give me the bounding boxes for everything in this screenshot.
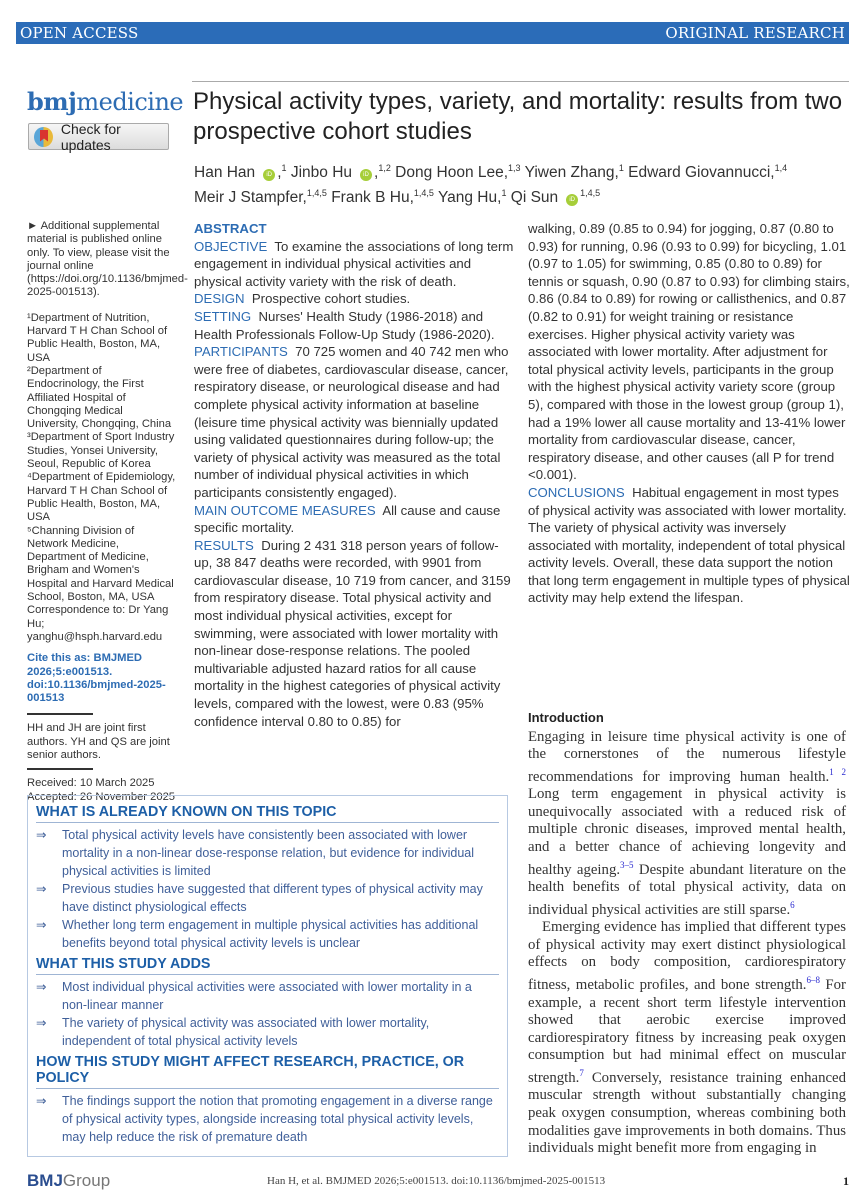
author[interactable]: Meir J Stampfer,	[194, 189, 307, 207]
orcid-icon[interactable]: iD	[263, 169, 275, 181]
objective-text: To examine the associations of long term engagement in individual physical activities and physical activity variety with the risk of death.	[194, 238, 514, 289]
affiliation: ¹Department of Nutrition, Harvard T H Chan School of Public Health, Boston, MA, USA	[27, 311, 168, 364]
box-item: ⇒ The variety of physical activity was associated with lower mortality, independent of total physical activity levels	[36, 1016, 430, 1048]
footer-citation: Han H, et al. BMJMED 2026;5:e001513. doi:10.1136/bmjmed-2025-001513	[267, 1175, 606, 1187]
orcid-icon[interactable]: iD	[566, 194, 578, 206]
box-item: ⇒ The findings support the notion that promoting engagement in a diverse range of physical activity types, alongside increasing total physical activity levels, may help reduce the risk of premature death	[36, 1094, 493, 1144]
arrow-icon: ⇒	[36, 828, 47, 842]
reference-link[interactable]: 1 2	[829, 766, 846, 777]
reference-link[interactable]: 6–8	[806, 975, 820, 986]
affiliation: ³Department of Sport Industry Studies, Yonsei University, Seoul, Republic of Korea	[27, 431, 175, 471]
page-footer	[27, 1170, 849, 1192]
header-bar	[16, 22, 849, 44]
article-title: Physical activity types, variety, and mortality: results from two prospective cohort studies	[193, 88, 843, 145]
open-access-label: OPEN ACCESS	[20, 24, 139, 42]
participants-text: 70 725 women and 40 742 men who were free of diabetes, cardiovascular disease, cancer, respiratory disease, or neurological disease and had complete physical activity information at baseline (leisure time physical activity was biennially updated using validated questionnaires during follow-up; the variety of physical activity was measured as the total number of individual physical activities in which participants consistently engaged).	[194, 344, 509, 500]
setting-label: SETTING	[194, 308, 252, 324]
author[interactable]: Jinbo Hu	[290, 164, 353, 182]
participants-label: PARTICIPANTS	[194, 344, 288, 360]
arrow-icon: ⇒	[36, 882, 47, 896]
box-item: ⇒ Previous studies have suggested that different types of physical activity may have distinct physiological effects	[36, 882, 483, 914]
arrow-icon: ⇒	[36, 918, 47, 932]
outcome-text: All cause and cause specific mortality.	[194, 502, 501, 536]
objective-label: OBJECTIVE	[194, 238, 268, 254]
design-text: Prospective cohort studies.	[251, 291, 411, 307]
box-heading: WHAT THIS STUDY ADDS	[36, 956, 499, 975]
arrow-icon: ⇒	[36, 980, 47, 994]
supplement-note[interactable]: ► Additional supplemental material is published online only. To view, please visit the journal online (https://doi.org/10.1136/bmjmed-2025-001513).	[27, 220, 188, 299]
arrow-icon: ⇒	[36, 1016, 47, 1030]
introduction-section: Introduction Engaging in leisure time physical activity is one of the cornerstones of the numerous lifestyle recommendations for improving human health.$^{1 2}$ Long term engagement in physical activity is unequivocally associated with a reduced risk of multiple chronic diseases, improved mental health, and a better chance of achieving longevity and healthy ageing.$^{3-5}$ Despite abundant literature on the health benefits of total physical activity, data on individual physical activities are still sparse.$^6$ Emerging evidence has implied that different types of physical activity may exert distinct physiological effects on body composition, cardiorespiratory fitness, metabolic profiles, and bone strength.$^{6-8}$ For example, a recent short term lifestyle intervention showed that aerobic exercise improved cardiorespiratory fitness by increasing peak oxygen consumption but had minimal effect on muscular strength.$^7$ Conversely, resistance training enhanced muscular strength without substantially changing peak oxygen consumption, whereas combining both modalities gave improvements in both domains. Thus individuals might benefit more from engaging in	[528, 710, 846, 1157]
results-text: During 2 431 318 person years of follow-up, 38 847 deaths were recorded, with 9901 from cardiovascular disease, 10 719 from cancer, and 3159 from respiratory disease. Total physical activity and most individual physical activities, except for swimming, were associated with lower mortality with non-linear dose-response relations. The pooled multivariable adjusted hazard ratios for all cause mortality in the highest categories of physical activity levels, compared with the lowest, were 0.83 (95% confidence interval 0.80 to 0.85) for	[194, 537, 511, 729]
results-text-continued: walking, 0.89 (0.85 to 0.94) for jogging, 0.87 (0.80 to 0.93) for running, 0.96 (0.93 to 0.99) for bicycling, 1.01 (0.97 to 1.05) for swimming, 0.85 (0.80 to 0.89) for tennis or squash, 0.90 (0.87 to 0.93) for climbing stairs, 0.86 (0.84 to 0.89) for rowing or callisthenics, and 0.87 (0.82 to 0.91) for weight training or resistance exercises. Higher physical activity variety was associated with lower mortality. After adjustment for total physical activity levels, participants in the group with the highest physical activity variety score (group 5), compared with those in the lowest group (group 1), had a 19% lower all cause mortality and 13-41% lower mortality from cardiovascular disease, cancer, respiratory disease, and other causes (all P for trend <0.001).	[528, 221, 850, 483]
section-heading: Introduction	[528, 710, 604, 725]
reference-link[interactable]: 6	[790, 899, 795, 910]
title-divider	[192, 81, 849, 82]
author[interactable]: Yang Hu,	[437, 189, 502, 207]
reference-link[interactable]: 3–5	[620, 859, 634, 870]
box-heading: WHAT IS ALREADY KNOWN ON THIS TOPIC	[36, 804, 499, 823]
box-item: ⇒ Most individual physical activities were associated with lower mortality in a non-linear manner	[36, 980, 472, 1012]
box-item: ⇒ Whether long term engagement in multiple physical activities has additional benefits beyond total physical activity levels is unclear	[36, 918, 479, 950]
author[interactable]: Qi Sun	[510, 189, 559, 207]
accepted-date: Accepted: 26 November 2025	[27, 790, 176, 803]
orcid-icon[interactable]: iD	[360, 169, 372, 181]
affiliation: ⁴Department of Epidemiology, Harvard T H Chan School of Public Health, Boston, MA, USA	[27, 471, 176, 524]
key-messages-box	[27, 795, 508, 1157]
abstract-column-2	[528, 220, 850, 607]
outcome-label: MAIN OUTCOME MEASURES	[194, 502, 376, 518]
received-date: Received: 10 March 2025	[27, 777, 155, 790]
author[interactable]: Dong Hoon Lee,	[395, 164, 509, 182]
design-label: DESIGN	[194, 291, 245, 307]
box-item: ⇒ Total physical activity levels have consistently been associated with lower mortality in a non-linear dose-response relation, but evidence for individual physical activities is limited	[36, 828, 475, 878]
sidebar-divider	[27, 768, 93, 770]
author[interactable]: Yiwen Zhang,	[524, 164, 619, 182]
arrow-icon: ⇒	[36, 1094, 47, 1108]
sidebar	[27, 220, 188, 804]
correspondence: Correspondence to: Dr Yang Hu; yanghu@hsph.harvard.edu	[27, 604, 169, 643]
journal-logo[interactable]: bmjmedicine	[27, 87, 184, 116]
abstract-heading: ABSTRACT	[194, 221, 267, 236]
conclusions-label: CONCLUSIONS	[528, 484, 625, 500]
author-list: Han Han iD ,$^1$ Jinbo Hu iD ,$^{1,2}$ Dong Hoon Lee,$^{1,3}$ Yiwen Zhang,$^1$ Edward Giovannucci,$^{1,4}$ Meir J Stampfer,$^{1,4,5}$ Frank B Hu,$^{1,4,5}$ Yang Hu,$^1$ Qi Sun iD$^{1,4,5}$	[194, 163, 788, 207]
affiliation: ⁵Channing Division of Network Medicine, Department of Medicine, Brigham and Women's Hospital and Harvard Medical School, Boston, MA, USA	[27, 524, 174, 604]
abstract-column-1	[194, 220, 514, 730]
author[interactable]: Edward Giovannucci,	[628, 164, 775, 182]
crossmark-icon	[34, 127, 53, 147]
setting-text: Nurses' Health Study (1986-2018) and Health Professionals Follow-Up Study (1986-2020).	[194, 308, 495, 342]
reference-link[interactable]: 7	[579, 1067, 584, 1078]
article-type-label: ORIGINAL RESEARCH	[665, 24, 845, 42]
author[interactable]: Han Han	[194, 164, 256, 182]
page-number: 1	[843, 1173, 849, 1188]
joint-authors-note: HH and JH are joint first authors. YH and QS are joint senior authors.	[27, 722, 170, 761]
cite-as[interactable]: Cite this as: BMJMED 2026;5:e001513. doi:10.1136/bmjmed-2025-001513	[27, 652, 166, 705]
author[interactable]: Frank B Hu,	[331, 189, 414, 207]
box-heading: HOW THIS STUDY MIGHT AFFECT RESEARCH, PRACTICE, OR POLICY	[36, 1054, 499, 1089]
check-for-updates-button[interactable]	[28, 120, 169, 153]
check-for-updates-label: Check for updates	[60, 120, 121, 153]
results-label: RESULTS	[194, 537, 254, 553]
bmj-group-logo: BMJGroup	[27, 1171, 111, 1190]
conclusions-text: Habitual engagement in most types of physical activity was associated with lower mortality. The variety of physical activity was inversely associated with mortality, independent of total physical activity levels. Overall, these data support the notion that long term engagement in multiple types of physical activity may help extend the lifespan.	[528, 484, 850, 606]
affiliation: ²Department of Endocrinology, the First Affiliated Hospital of Chongqing Medical University, Chongqing, China	[27, 364, 172, 431]
sidebar-divider	[27, 713, 93, 715]
